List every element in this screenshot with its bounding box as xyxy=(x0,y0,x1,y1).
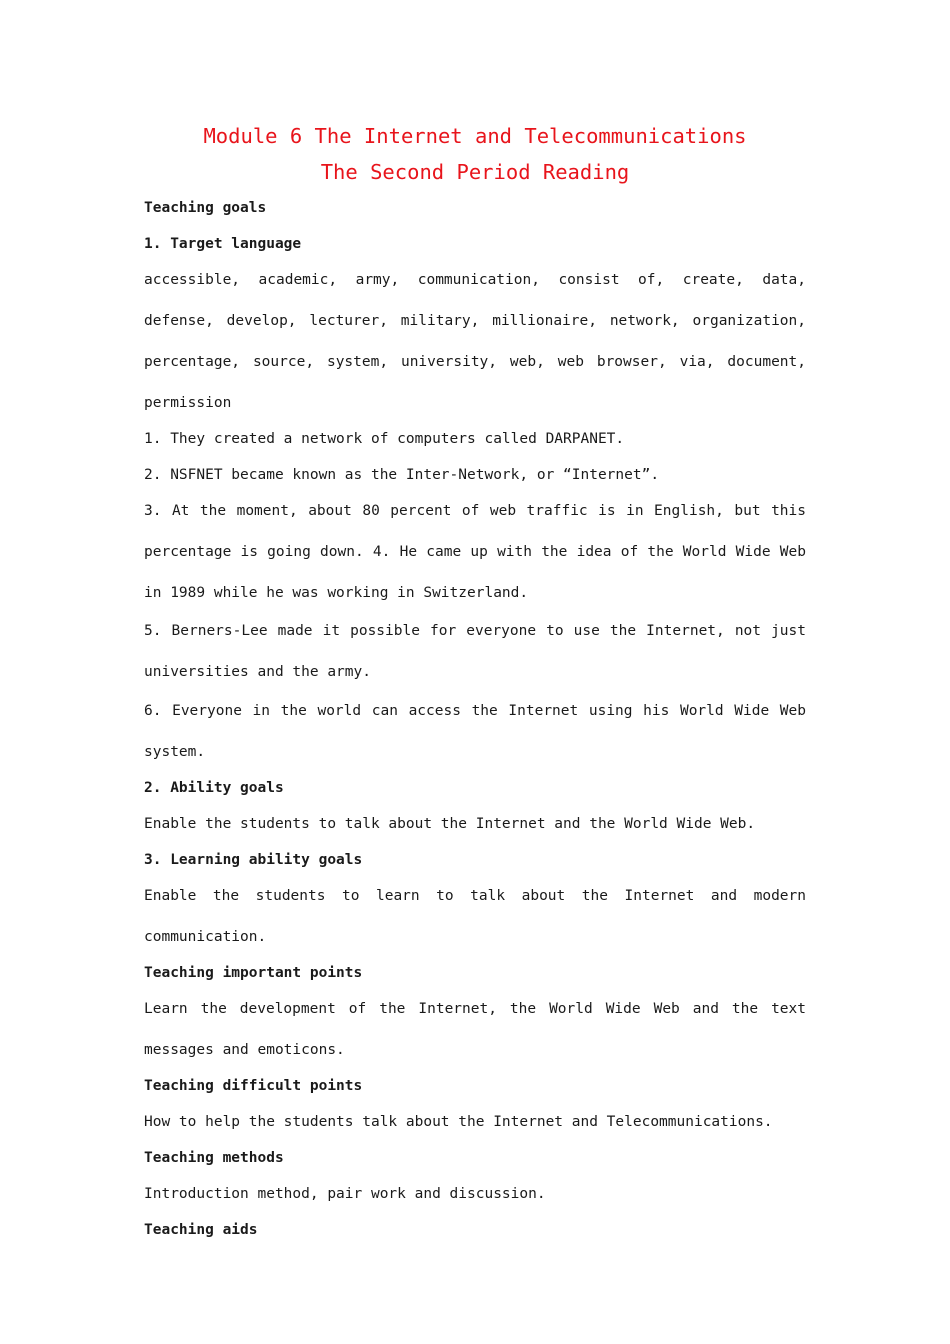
sentence-3-4: 3. At the moment, about 80 percent of web traffic is in English, but this percentage is going down. 4. He came up with the idea of the World Wide Web in 1989 while he was working in Switzerland. xyxy=(144,502,806,601)
learning-ability-goals-heading: 3. Learning ability goals xyxy=(144,852,363,868)
vocabulary-list: accessible, academic, army, communication, consist of, create, data, defense, develop, lecturer, military, millionaire, network, organization, percentage, source, system, university, web, web browser, via, document, permission xyxy=(144,271,806,411)
teaching-methods-text: Introduction method, pair work and discussion. xyxy=(144,1186,546,1202)
teaching-methods-heading: Teaching methods xyxy=(144,1150,284,1166)
teaching-goals-heading: Teaching goals xyxy=(144,200,267,216)
sentence-1: 1. They created a network of computers called DARPANET. xyxy=(144,431,625,447)
ability-goals-text: Enable the students to talk about the Internet and the World Wide Web. xyxy=(144,816,756,832)
ability-goals-heading: 2. Ability goals xyxy=(144,780,284,796)
document-title: Module 6 The Internet and Telecommunications xyxy=(203,124,747,148)
sentence-6: 6. Everyone in the world can access the Internet using his World Wide Web system. xyxy=(144,702,806,760)
document-page xyxy=(144,118,806,1248)
difficult-points-heading: Teaching difficult points xyxy=(144,1078,363,1094)
teaching-aids-heading: Teaching aids xyxy=(144,1222,258,1238)
important-points-heading: Teaching important points xyxy=(144,965,363,981)
sentence-5: 5. Berners-Lee made it possible for everyone to use the Internet, not just universities and the army. xyxy=(144,623,806,680)
document-subtitle: The Second Period Reading xyxy=(320,160,630,184)
learning-ability-goals-text: Enable the students to learn to talk about the Internet and modern communication. xyxy=(144,887,806,945)
difficult-points-text: How to help the students talk about the Internet and Telecommunications. xyxy=(144,1114,773,1130)
important-points-text: Learn the development of the Internet, the World Wide Web and the text messages and emoticons. xyxy=(144,1000,806,1058)
target-language-heading: 1. Target language xyxy=(144,236,302,252)
sentence-2: 2. NSFNET became known as the Inter-Network, or “Internet”. xyxy=(144,467,660,483)
